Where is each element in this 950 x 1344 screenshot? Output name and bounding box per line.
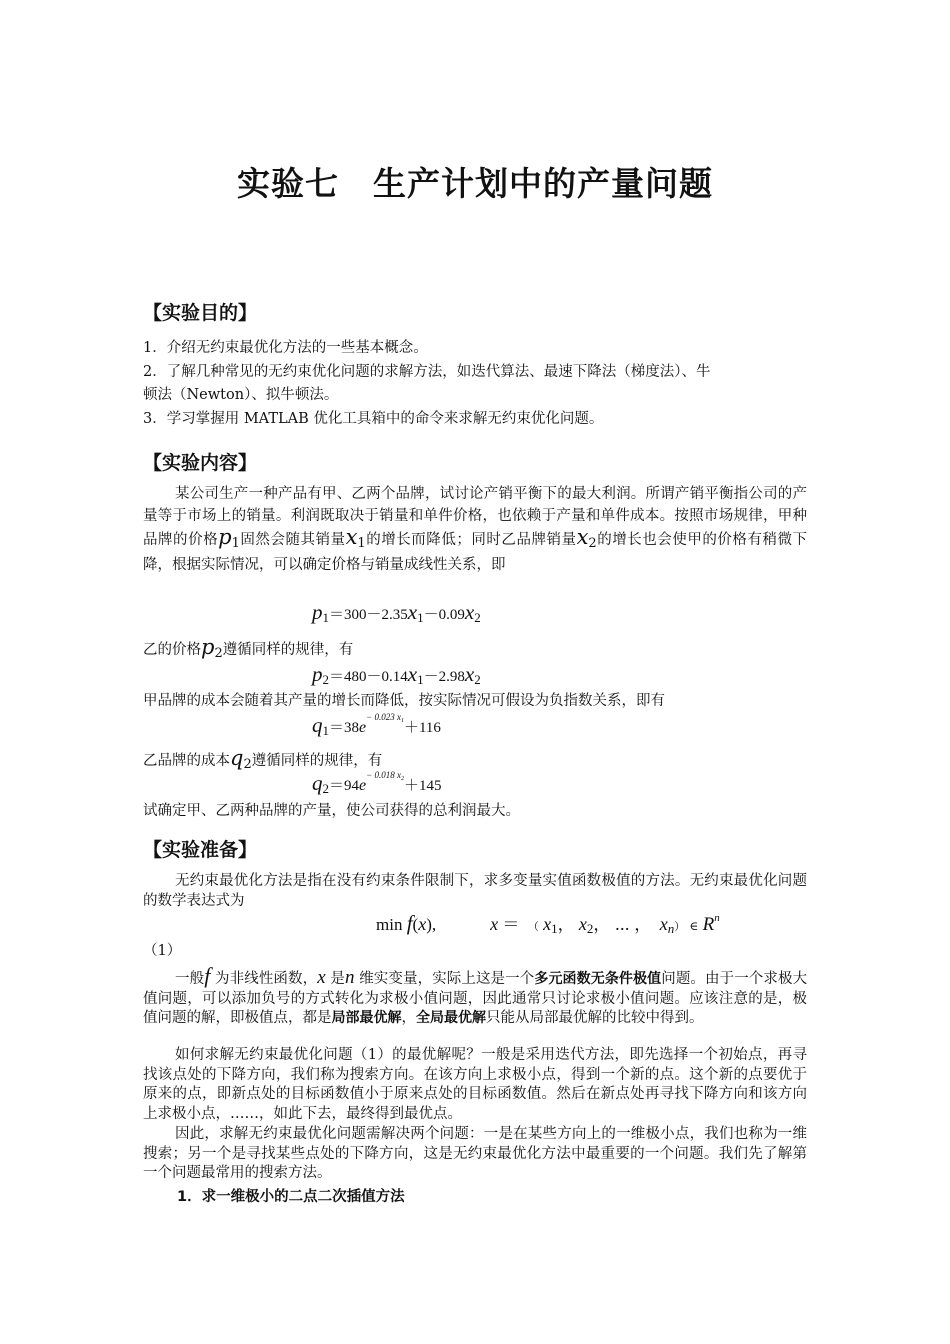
- prep-paragraph-3: 如何求解无约束最优化问题（1）的最优解呢？一般是采用迭代方法，即先选择一个初始点，再寻找该点处的下降方向，我们称为搜索方向。在该方向上求极小点，得到一个新的点。这个新的点要优于原来的点，即新点处的目标函数值小于原来点处的目标函数值。然后在新点处再寻找下降方向和该方向上求极小点，……，如此下去，最终得到最优点。: [143, 1047, 807, 1122]
- equation-q2: $q2=94e^{- 0.018 x2}+145$: [312, 770, 442, 796]
- purpose-item-1: 1．介绍无约束最优化方法的一些基本概念。: [143, 340, 428, 356]
- content-line-question: 试确定甲、乙两种品牌的产量，使公司获得的总利润最大。: [143, 803, 520, 819]
- purpose-item-3: 3．学习掌握用 MATLAB 优化工具箱中的命令来求解无约束优化问题。: [143, 411, 604, 427]
- equation-number: （1）: [143, 943, 182, 959]
- equation-q1: $q1=38e^{- 0.023 x1}+116$: [312, 712, 441, 738]
- prep-paragraph-4: 因此，求解无约束最优化问题需解决两个问题：一是在某些方向上的一维极小点，我们也称为一维搜索；另一个是寻找某些点处的下降方向，这是无约束最优化方法中最重要的一个问题。我们先了解第一个问题最常用的搜索方法。: [143, 1126, 807, 1181]
- section-heading-prep: 【实验准备】: [143, 839, 258, 861]
- subheading-interpolation: 1．求一维极小的二点二次插值方法: [177, 1189, 405, 1205]
- prep-paragraph-2: 一般f 为非线性函数，x 是n 维实变量，实际上这是一个多元函数无条件极值问题。由于一个求极大值问题，可以添加负号的方式转化为求极小值问题，因此通常只讨论求极小值问题。应该注意的是，极值问题的解，即极值点，都是局部最优解，全局最优解只能从局部最优解的比较中得到。: [143, 963, 808, 1026]
- purpose-item-2-cont: 顿法（Newton）、拟牛顿法。: [143, 387, 339, 403]
- purpose-item-2: 2．了解几种常见的无约束优化问题的求解方法，如迭代算法、最速下降法（梯度法）、牛: [143, 364, 711, 380]
- content-paragraph: 某公司生产一种产品有甲、乙两个品牌，试讨论产销平衡下的最大利润。所谓产销平衡指公司的产量等于市场上的销量。利润既取决于销量和单件价格，也依赖于产量和单件成本。按照市场规律，甲种品牌的价格p1固然会随其销量x1的增长而降低；同时乙品牌销量x2的增长也会使甲的价格有稍微下降，根据实际情况，可以确定价格与销量成线性关系，即: [143, 486, 808, 573]
- page-title: 实验七 生产计划中的产量问题: [237, 164, 713, 203]
- content-line-p2: 乙的价格p2遵循同样的规律，有: [143, 635, 354, 661]
- equation-p2: p2＝480－0.14x1－2.98x2: [312, 662, 481, 687]
- content-line-q1: 甲品牌的成本会随着其产量的增长而降低，按实际情况可假设为负指数关系，即有: [143, 693, 665, 709]
- equation-p1: p1＝300－2.35x1－0.09x2: [312, 600, 481, 625]
- prep-paragraph-1: 无约束最优化方法是指在没有约束条件限制下，求多变量实值函数极值的方法。无约束最优化问题的数学表达式为: [143, 873, 807, 909]
- section-heading-content: 【实验内容】: [143, 452, 258, 474]
- section-heading-purpose: 【实验目的】: [143, 302, 258, 324]
- content-line-q2: 乙品牌的成本q2遵循同样的规律，有: [143, 746, 383, 772]
- equation-min: min f(x), x ＝ （ $x_1$， $x_2$， ⋯ ， $x_n$） ∈ $R^n$: [376, 911, 720, 936]
